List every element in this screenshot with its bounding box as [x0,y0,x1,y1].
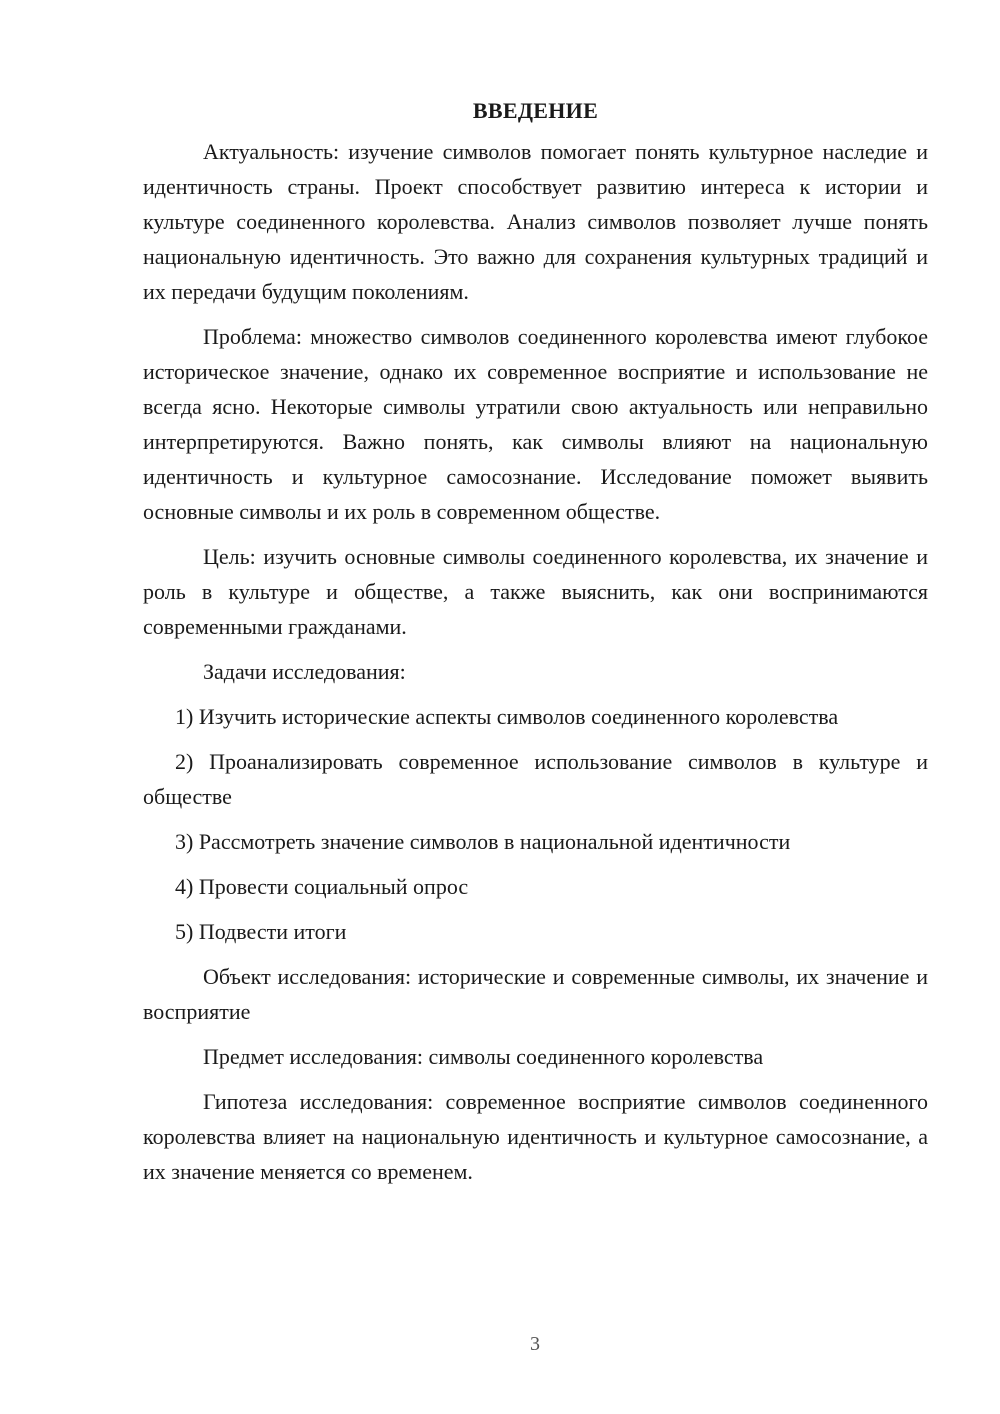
paragraph-object: Объект исследования: исторические и современные символы, их значение и восприятие [143,964,928,1024]
paragraph-subject: Предмет исследования: символы соединенного королевства [203,1044,764,1069]
paragraph-hypothesis: Гипотеза исследования: современное восприятие символов соединенного королевства влияет на национальную идентичность и культурное самосознание, а их значение меняется со временем. [143,1089,928,1184]
paragraph-tasks-heading: Задачи исследования: [203,659,406,684]
task-item-3: 3) Рассмотреть значение символов в национальной идентичности [175,829,791,854]
paragraph-problem: Проблема: множество символов соединенного королевства имеют глубокое историческое значение, однако их современное восприятие и использование не всегда ясно. Некоторые символы утратили свою актуальность или неправильно интерпретируются. Важно понять, как символы влияют на национальную идентичность и культурное самосознание. Исследование поможет выявить основные символы и их роль в современном обществе. [143,324,928,524]
page-body [143,96,928,1189]
task-item-5: 5) Подвести итоги [175,919,347,944]
page-number: 3 [530,1333,540,1355]
task-item-1: 1) Изучить исторические аспекты символов соединенного королевства [175,704,839,729]
task-item-4: 4) Провести социальный опрос [175,874,469,899]
section-heading: ВВЕДЕНИЕ [472,98,599,123]
task-item-2: 2) Проанализировать современное использование символов в культуре и обществе [143,749,928,809]
paragraph-relevance: Актуальность: изучение символов помогает понять культурное наследие и идентичность страны. Проект способствует развитию интереса к истории и культуре соединенного королевства. Анализ символов позволяет лучше понять национальную идентичность. Это важно для сохранения культурных традиций и их передачи будущим поколениям. [143,139,928,304]
paragraph-goal: Цель: изучить основные символы соединенного королевства, их значение и роль в культуре и обществе, а также выяснить, как они воспринимаются современными гражданами. [143,544,928,639]
